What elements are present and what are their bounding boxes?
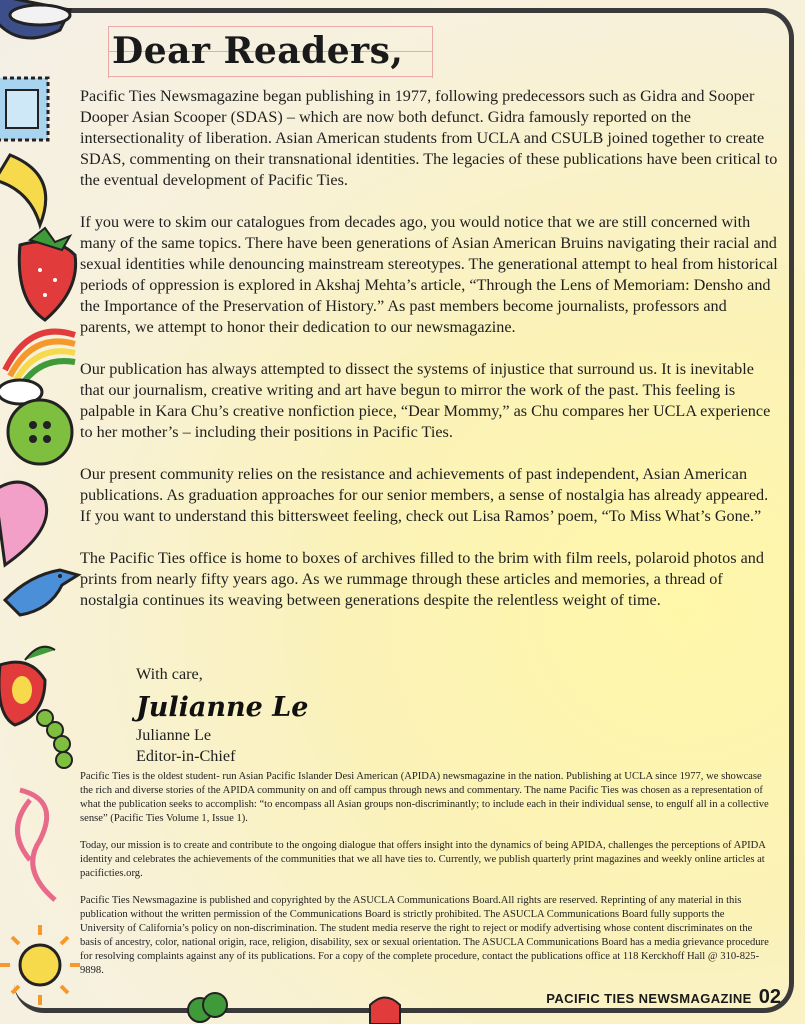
caterpillar-icon <box>37 710 72 768</box>
fine-print-paragraph: Pacific Ties Newsmagazine is published and copyrighted by the ASUCLA Communications Board.All rights are reserved. Reprinting of any material in this publication without the written permission of the Communications Board is strictly prohibited. The ASUCLA Communications Board fully supports the University of California’s policy on non-discrimination. The student media reserve the right to reject or modify advertising whose content discriminates on the basis of ancestry, color, national origin, race, religion, disability, sex or sexual orientation. The ASUCLA Communications Board has a media grievance procedure for resolving complaints against any of its publications. For a copy of the complete procedure, contact the publications office at 118 Kerckhoff Hall @ 310-825-9898. <box>80 895 769 976</box>
page-number: 02 <box>758 986 781 1008</box>
button-icon <box>8 400 72 464</box>
author-name: Julianne Le <box>136 726 212 744</box>
ribbon-icon <box>18 790 56 900</box>
letter-paragraph: Our present community relies on the resistance and achievements of past independent, Asian American publications. As graduation approaches for our senior members, a sense of nostalgia has already appeared. If you want to understand this bittersweet feeling, check out Lisa Ramos’ poem, “To Miss What’s Gone.” <box>80 465 769 525</box>
fine-print-paragraph: Today, our mission is to create and contribute to the ongoing dialogue that offers insight into the dynamics of being APIDA, challenges the perceptions of APIDA identity and celebrates the achievements of the communities that we all have ties to. Currently, we publish quarterly print magazines and weekly online articles at pacificties.org. <box>80 840 766 879</box>
layout-guide <box>432 26 433 78</box>
signature: Julianne Le <box>136 692 309 723</box>
stamp-icon <box>0 78 48 140</box>
rainbow-icon <box>0 332 75 404</box>
closing-line: With care, <box>136 665 203 683</box>
sun-icon <box>0 925 80 1005</box>
page-title: Dear Readers, <box>112 30 404 72</box>
author-title: Editor-in-Chief <box>136 747 236 765</box>
letter-paragraph: Pacific Ties Newsmagazine began publishing in 1977, following predecessors such as Gidra and Sooper Dooper Asian Scooper (SDAS) – which are now both defunct. Gidra famously reported on the intersectionality of liberation. Asian American students from UCLA and CSULB joined together to create SDAS, commenting on their transnational identities. The legacies of these publications have been critical to the eventual development of Pacific Ties. <box>80 87 778 189</box>
bird-icon <box>5 570 78 615</box>
letter-body <box>80 86 780 632</box>
moon-icon <box>0 155 46 225</box>
strawberry-icon <box>19 228 75 320</box>
letter-paragraph: Our publication has always attempted to dissect the systems of injustice that surround us. It is inevitable that our journalism, creative writing and art have begun to mirror the work of the past. This feeling is palpable in Kara Chu’s creative nonfiction piece, “Dear Mommy,” as Chu compares her UCLA experience to her mother’s – including their positions in Pacific Ties. <box>80 360 771 441</box>
cup-icon <box>0 0 70 38</box>
doodle-border <box>0 0 90 1024</box>
page-footer <box>546 986 781 1009</box>
cherry-icon <box>370 998 400 1024</box>
letter-paragraph: The Pacific Ties office is home to boxes of archives filled to the brim with film reels, polaroid photos and prints from nearly fifty years ago. As we rummage through these articles and memories, a thread of nostalgia continues its weaving between generations despite the relentless weight of time. <box>80 549 764 609</box>
layout-guide <box>108 26 433 27</box>
publication-name: PACIFIC TIES NEWSMAGAZINE <box>546 991 752 1006</box>
letter-paragraph: If you were to skim our catalogues from decades ago, you would notice that we are still concerned with many of the same topics. There have been generations of Asian American Bruins navigating their racial and sexual identities while denouncing mainstream stereotypes. The generational attempt to heal from historical periods of oppression is explored in Akshaj Mehta’s article, “Through the Lens of Memoriam: Densho and the Importance of the Preservation of History.” As past members become journalists, professors and parents, we attempt to honor their dedication to our newsmagazine. <box>80 213 778 336</box>
signoff-block <box>136 664 308 767</box>
layout-guide <box>108 76 433 77</box>
heart-icon <box>0 482 47 565</box>
masthead-fine-print <box>80 770 770 991</box>
clover-icon <box>188 993 227 1022</box>
layout-guide <box>108 26 109 78</box>
fine-print-paragraph: Pacific Ties is the oldest student- run Asian Pacific Islander Desi American (APIDA) newsmagazine in the nation. Publishing at UCLA since 1977, we showcase the rich and diverse stories of the APIDA community on and off campus through news and commentary. The name Pacific Ties was chosen as a representation of what the publication seeks to accomplish: “to encompass all Asian groups non-discriminantly; to include each in their individual sense, to engulf all in a collective sense” (Pacific Ties Volume 1, Issue 1). <box>80 771 769 824</box>
